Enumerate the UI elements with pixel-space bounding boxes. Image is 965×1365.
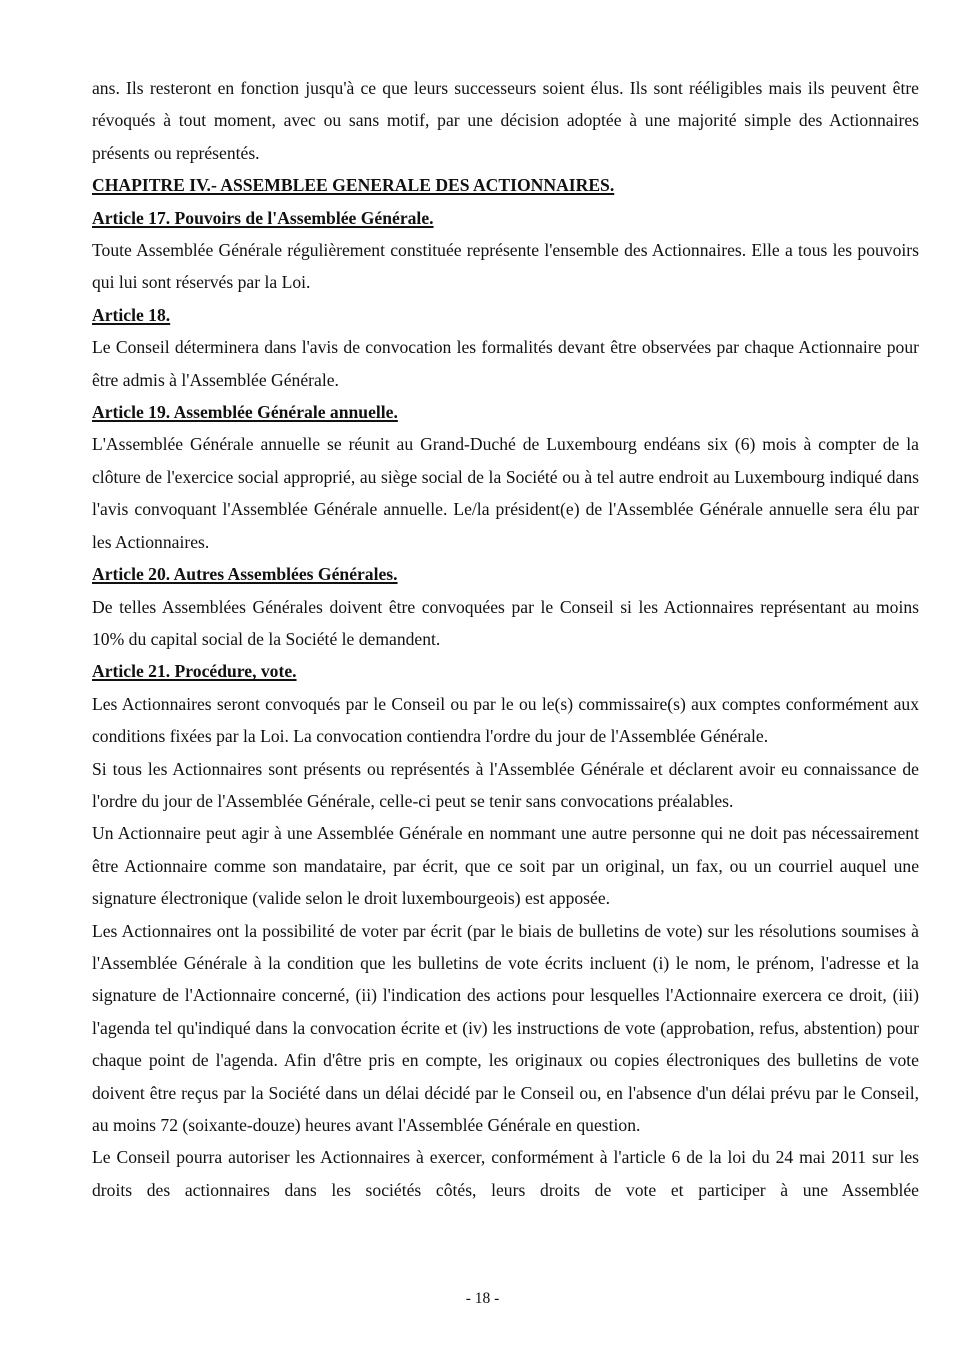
article-18-heading: Article 18. [92,304,171,325]
article-21-paragraph-proxy: Un Actionnaire peut agir à une Assemblée Générale en nommant une autre personne qui ne doit pas nécessairement être Actionnaire comme son mandataire, par écrit, que ce soit par un original, un fax, ou un courriel auquel une signature électronique (valide selon le droit luxembourgeois) est apposée. [92,823,919,909]
article-21-paragraph-convocation: Les Actionnaires seront convoqués par le Conseil ou par le ou le(s) commissaire(s) aux comptes conformément aux conditions fixées par la Loi. La convocation contiendra l'ordre du jour de l'Assemblée Générale. [92,693,919,747]
article-20-paragraph: De telles Assemblées Générales doivent être convoquées par le Conseil si les Actionnaires représentant au moins 10% du capital social de la Société le demandent. [92,596,919,649]
paragraph-mandate-continuation: ans. Ils resteront en fonction jusqu'à ce que leurs successeurs soient élus. Ils sont rééligibles mais ils peuvent être révoqués à tout moment, avec ou sans motif, par une décision adoptée à une majorité simple des Actionnaires présents ou représentés. [92,78,919,163]
article-21-paragraph-electronic-participation: Le Conseil pourra autoriser les Actionnaires à exercer, conformément à l'article 6 de la loi du 24 mai 2011 sur les droits des actionnaires dans les sociétés côtés, leurs droits de vote et participer à une Assemblée [92,1147,919,1200]
article-21-paragraph-written-vote: Les Actionnaires ont la possibilité de voter par écrit (par le biais de bulletins de vote) sur les résolutions soumises à l'Assemblée Générale à la condition que les bulletins de vote écrits incluent (i) le nom, le prénom, l'adresse et la signature de l'Actionnaire concerné, (ii) l'indication des actions pour lesquelles l'Actionnaire exercera ce droit, (iii) l'agenda tel qu'indiqué dans la convocation écrite et (iv) les instructions de vote (approbation, refus, abstention) pour chaque point de l'agenda. Afin d'être pris en compte, les originaux ou copies électroniques des bulletins de vote doivent être reçus par la Société dans un délai décidé par le Conseil ou, en l'absence d'un délai prévu par le Conseil, au moins 72 (soixante-douze) heures avant l'Assemblée Générale en question. [92,920,919,1135]
article-20-heading: Article 20. Autres Assemblées Générales. [92,564,398,585]
chapter-heading-iv: CHAPITRE IV.- ASSEMBLEE GENERALE DES ACTIONNAIRES. [92,175,615,196]
document-page-body [92,72,919,1206]
article-19-heading: Article 19. Assemblée Générale annuelle. [92,402,398,423]
article-17-paragraph: Toute Assemblée Générale régulièrement constituée représente l'ensemble des Actionnaires. Elle a tous les pouvoirs qui lui sont réservés par la Loi. [92,240,919,293]
article-18-paragraph: Le Conseil déterminera dans l'avis de convocation les formalités devant être observées par chaque Actionnaire pour être admis à l'Assemblée Générale. [92,337,919,390]
article-21-heading: Article 21. Procédure, vote. [92,661,297,682]
article-17-heading: Article 17. Pouvoirs de l'Assemblée Générale. [92,207,434,228]
page-number-footer: - 18 - [465,1290,500,1307]
article-19-paragraph: L'Assemblée Générale annuelle se réunit au Grand-Duché de Luxembourg endéans six (6) mois à compter de la clôture de l'exercice social approprié, au siège social de la Société ou à tel autre endroit au Luxembourg indiqué dans l'avis convoquant l'Assemblée Générale annuelle. Le/la président(e) de l'Assemblée Générale annuelle sera élu par les Actionnaires. [92,434,919,552]
article-21-paragraph-waiver: Si tous les Actionnaires sont présents ou représentés à l'Assemblée Générale et déclarent avoir eu connaissance de l'ordre du jour de l'Assemblée Générale, celle-ci peut se tenir sans convocations préalables. [92,758,919,811]
